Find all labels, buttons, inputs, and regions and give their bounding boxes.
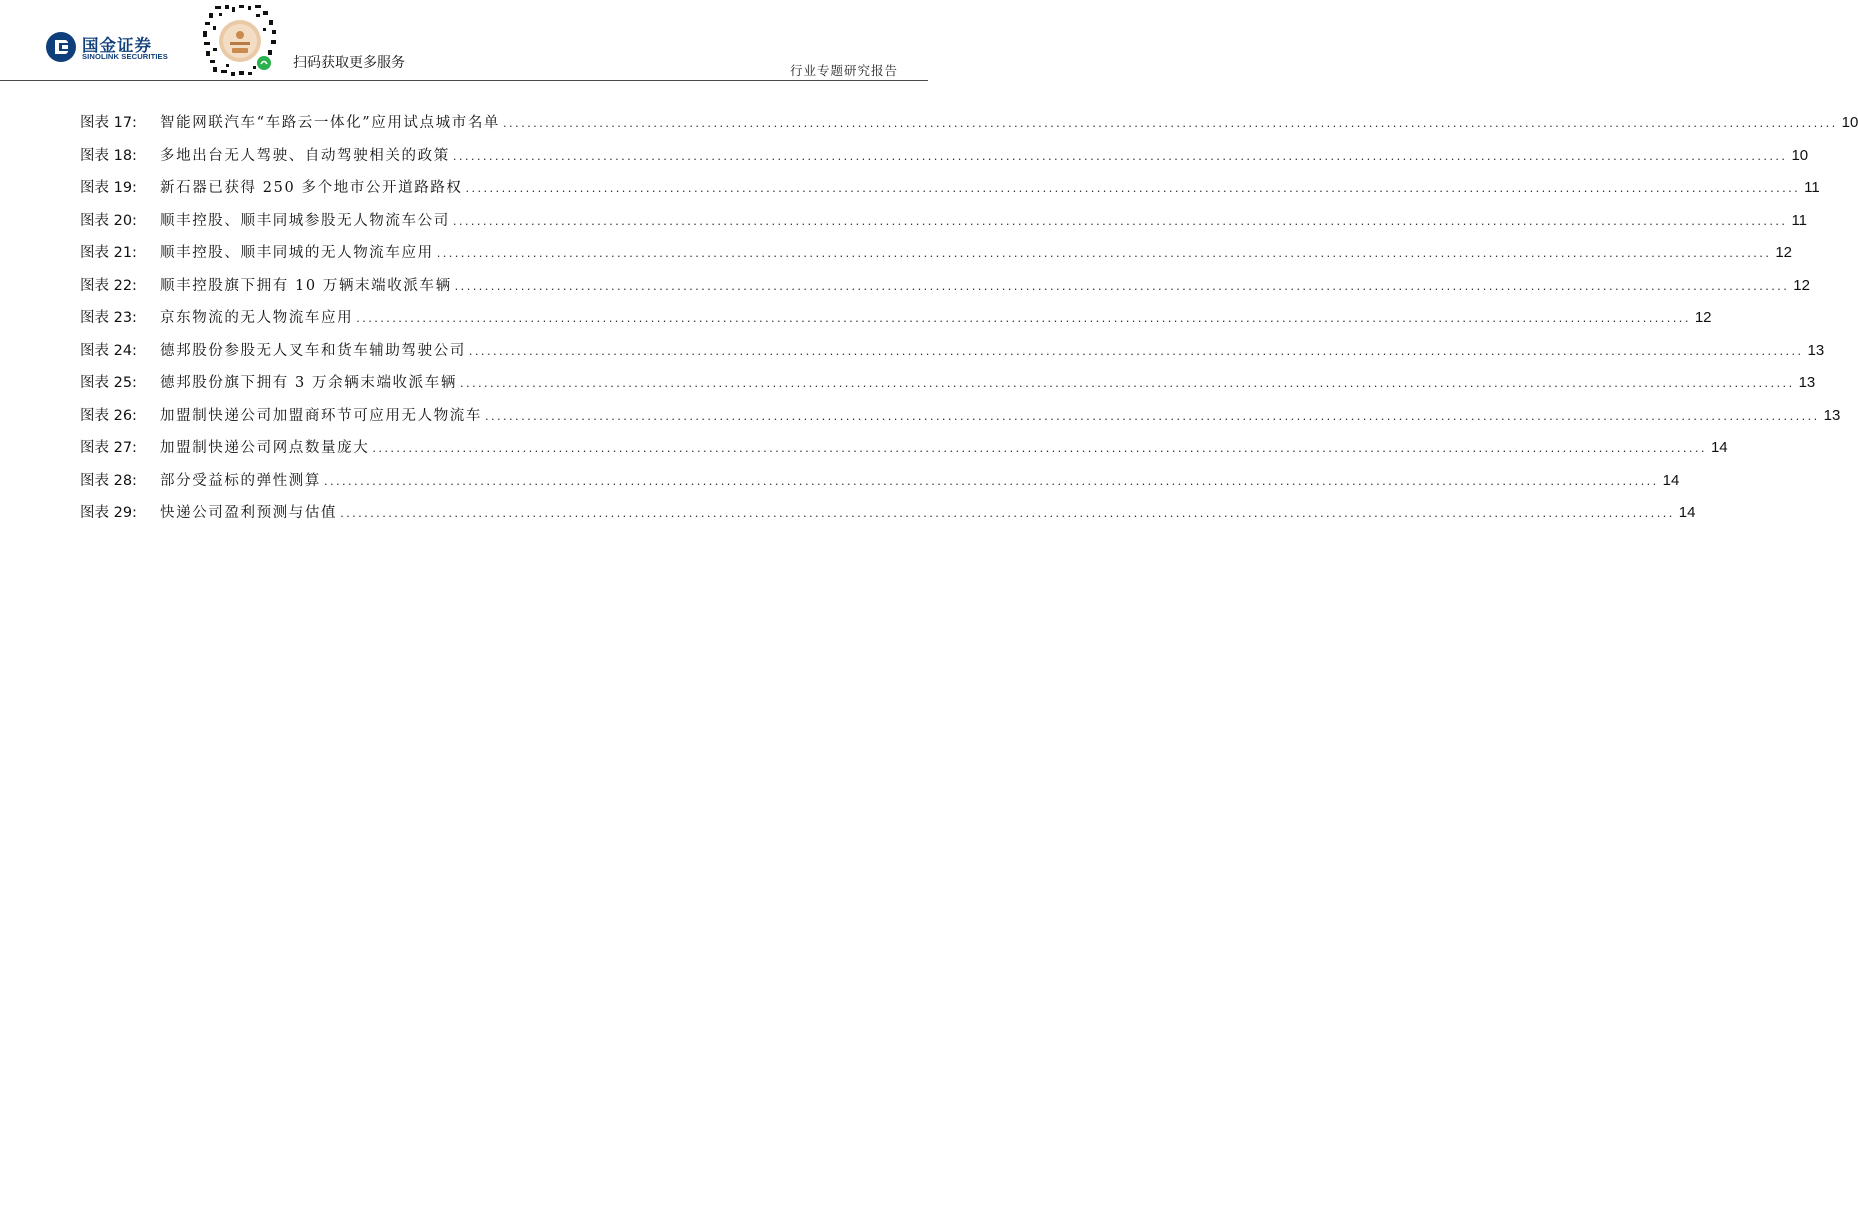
toc-entry[interactable]: [80, 178, 1820, 211]
toc-leader-dots: ..............................................................................................................................................................................................................................: [503, 115, 1838, 130]
toc-entry-title: 顺丰控股、顺丰同城的无人物流车应用: [160, 245, 434, 261]
toc-entry[interactable]: [80, 341, 1825, 374]
toc-entry-label: 图表 26:: [80, 407, 137, 424]
toc-entry[interactable]: [80, 308, 1712, 341]
toc-entry-page: 12: [1793, 276, 1810, 294]
toc-entry-label: 图表 21:: [80, 245, 137, 261]
toc-entry-title: 顺丰控股、顺丰同城参股无人物流车公司: [160, 212, 450, 229]
toc-leader-dots: ..............................................................................................................................................................................................................................: [452, 212, 1788, 228]
figure-list: [80, 113, 1858, 536]
toc-entry-page: 14: [1710, 439, 1728, 456]
toc-entry-page: 12: [1694, 309, 1712, 326]
toc-entry-page: 13: [1823, 406, 1841, 424]
toc-entry[interactable]: [80, 471, 1680, 504]
toc-entry-title: 部分受益标的弹性测算: [160, 472, 321, 489]
sinolink-logo-icon: [45, 31, 77, 63]
qr-code-icon[interactable]: [201, 4, 279, 78]
toc-entry-page: 10: [1791, 146, 1809, 164]
toc-entry[interactable]: [80, 276, 1810, 309]
toc-leader-dots: ..............................................................................................................................................................................................................................: [465, 180, 1801, 195]
toc-entry-title: 顺丰控股旗下拥有 10 万辆末端收派车辆: [160, 277, 452, 294]
toc-entry-page: 14: [1678, 504, 1696, 521]
toc-entry-label: 图表 24:: [80, 342, 137, 359]
toc-entry-label: 图表 20:: [80, 212, 137, 229]
company-name-en: SINOLINK SECURITIES: [82, 52, 168, 61]
toc-entry-label: 图表 25:: [80, 375, 137, 391]
toc-entry-label: 图表 29:: [80, 505, 137, 521]
toc-entry-label: 图表 22:: [80, 277, 137, 294]
toc-leader-dots: ..............................................................................................................................................................................................................................: [436, 245, 1772, 260]
toc-entry-label: 图表 17:: [80, 115, 137, 131]
toc-entry[interactable]: [80, 438, 1728, 471]
toc-entry-label: 图表 27:: [80, 440, 137, 456]
toc-entry-title: 加盟制快递公司加盟商环节可应用无人物流车: [160, 407, 482, 424]
qr-caption: 扫码获取更多服务: [293, 55, 405, 71]
toc-entry-label: 图表 28:: [80, 472, 137, 489]
toc-entry-title: 快递公司盈利预测与估值: [160, 505, 338, 521]
toc-entry-page: 13: [1798, 374, 1816, 391]
company-logo: [45, 31, 185, 65]
toc-leader-dots: ..............................................................................................................................................................................................................................: [454, 277, 1790, 293]
toc-entry[interactable]: [80, 243, 1793, 276]
toc-entry-title: 德邦股份参股无人叉车和货车辅助驾驶公司: [160, 342, 466, 359]
toc-leader-dots: ..............................................................................................................................................................................................................................: [356, 310, 1691, 325]
toc-entry-page: 11: [1804, 179, 1820, 196]
toc-leader-dots: ..............................................................................................................................................................................................................................: [452, 147, 1788, 163]
toc-entry[interactable]: [80, 211, 1808, 244]
toc-entry-label: 图表 18:: [80, 147, 137, 164]
toc-entry-title: 京东物流的无人物流车应用: [160, 310, 354, 326]
toc-entry-title: 新石器已获得 250 多个地市公开道路路权: [160, 180, 463, 196]
toc-entry-page: 11: [1791, 211, 1808, 229]
toc-leader-dots: ..............................................................................................................................................................................................................................: [372, 440, 1707, 455]
toc-leader-dots: ..............................................................................................................................................................................................................................: [340, 505, 1675, 520]
toc-entry-title: 智能网联汽车“车路云一体化”应用试点城市名单: [160, 115, 501, 131]
toc-entry-title: 多地出台无人驾驶、自动驾驶相关的政策: [160, 147, 450, 164]
toc-leader-dots: ..............................................................................................................................................................................................................................: [468, 342, 1804, 358]
toc-entry-label: 图表 19:: [80, 180, 137, 196]
toc-leader-dots: ..............................................................................................................................................................................................................................: [485, 407, 1820, 423]
toc-entry[interactable]: [80, 373, 1816, 406]
toc-entry[interactable]: [80, 113, 1858, 146]
toc-entry-label: 图表 23:: [80, 310, 137, 326]
toc-entry[interactable]: [80, 503, 1696, 536]
company-name-cn: 国金证券: [82, 36, 152, 55]
toc-entry[interactable]: [80, 146, 1809, 179]
toc-leader-dots: ..............................................................................................................................................................................................................................: [324, 472, 1659, 488]
toc-leader-dots: ..............................................................................................................................................................................................................................: [459, 375, 1795, 390]
page-header: [0, 0, 928, 82]
toc-entry-title: 加盟制快递公司网点数量庞大: [160, 440, 370, 456]
toc-entry-page: 14: [1662, 471, 1680, 489]
toc-entry-page: 13: [1807, 341, 1825, 359]
toc-entry[interactable]: [80, 406, 1841, 439]
report-type-label: 行业专题研究报告: [789, 63, 898, 78]
toc-entry-title: 德邦股份旗下拥有 3 万余辆末端收派车辆: [160, 375, 457, 391]
toc-entry-page: 10: [1841, 114, 1858, 131]
toc-entry-page: 12: [1775, 244, 1793, 261]
header-divider: [0, 80, 928, 81]
